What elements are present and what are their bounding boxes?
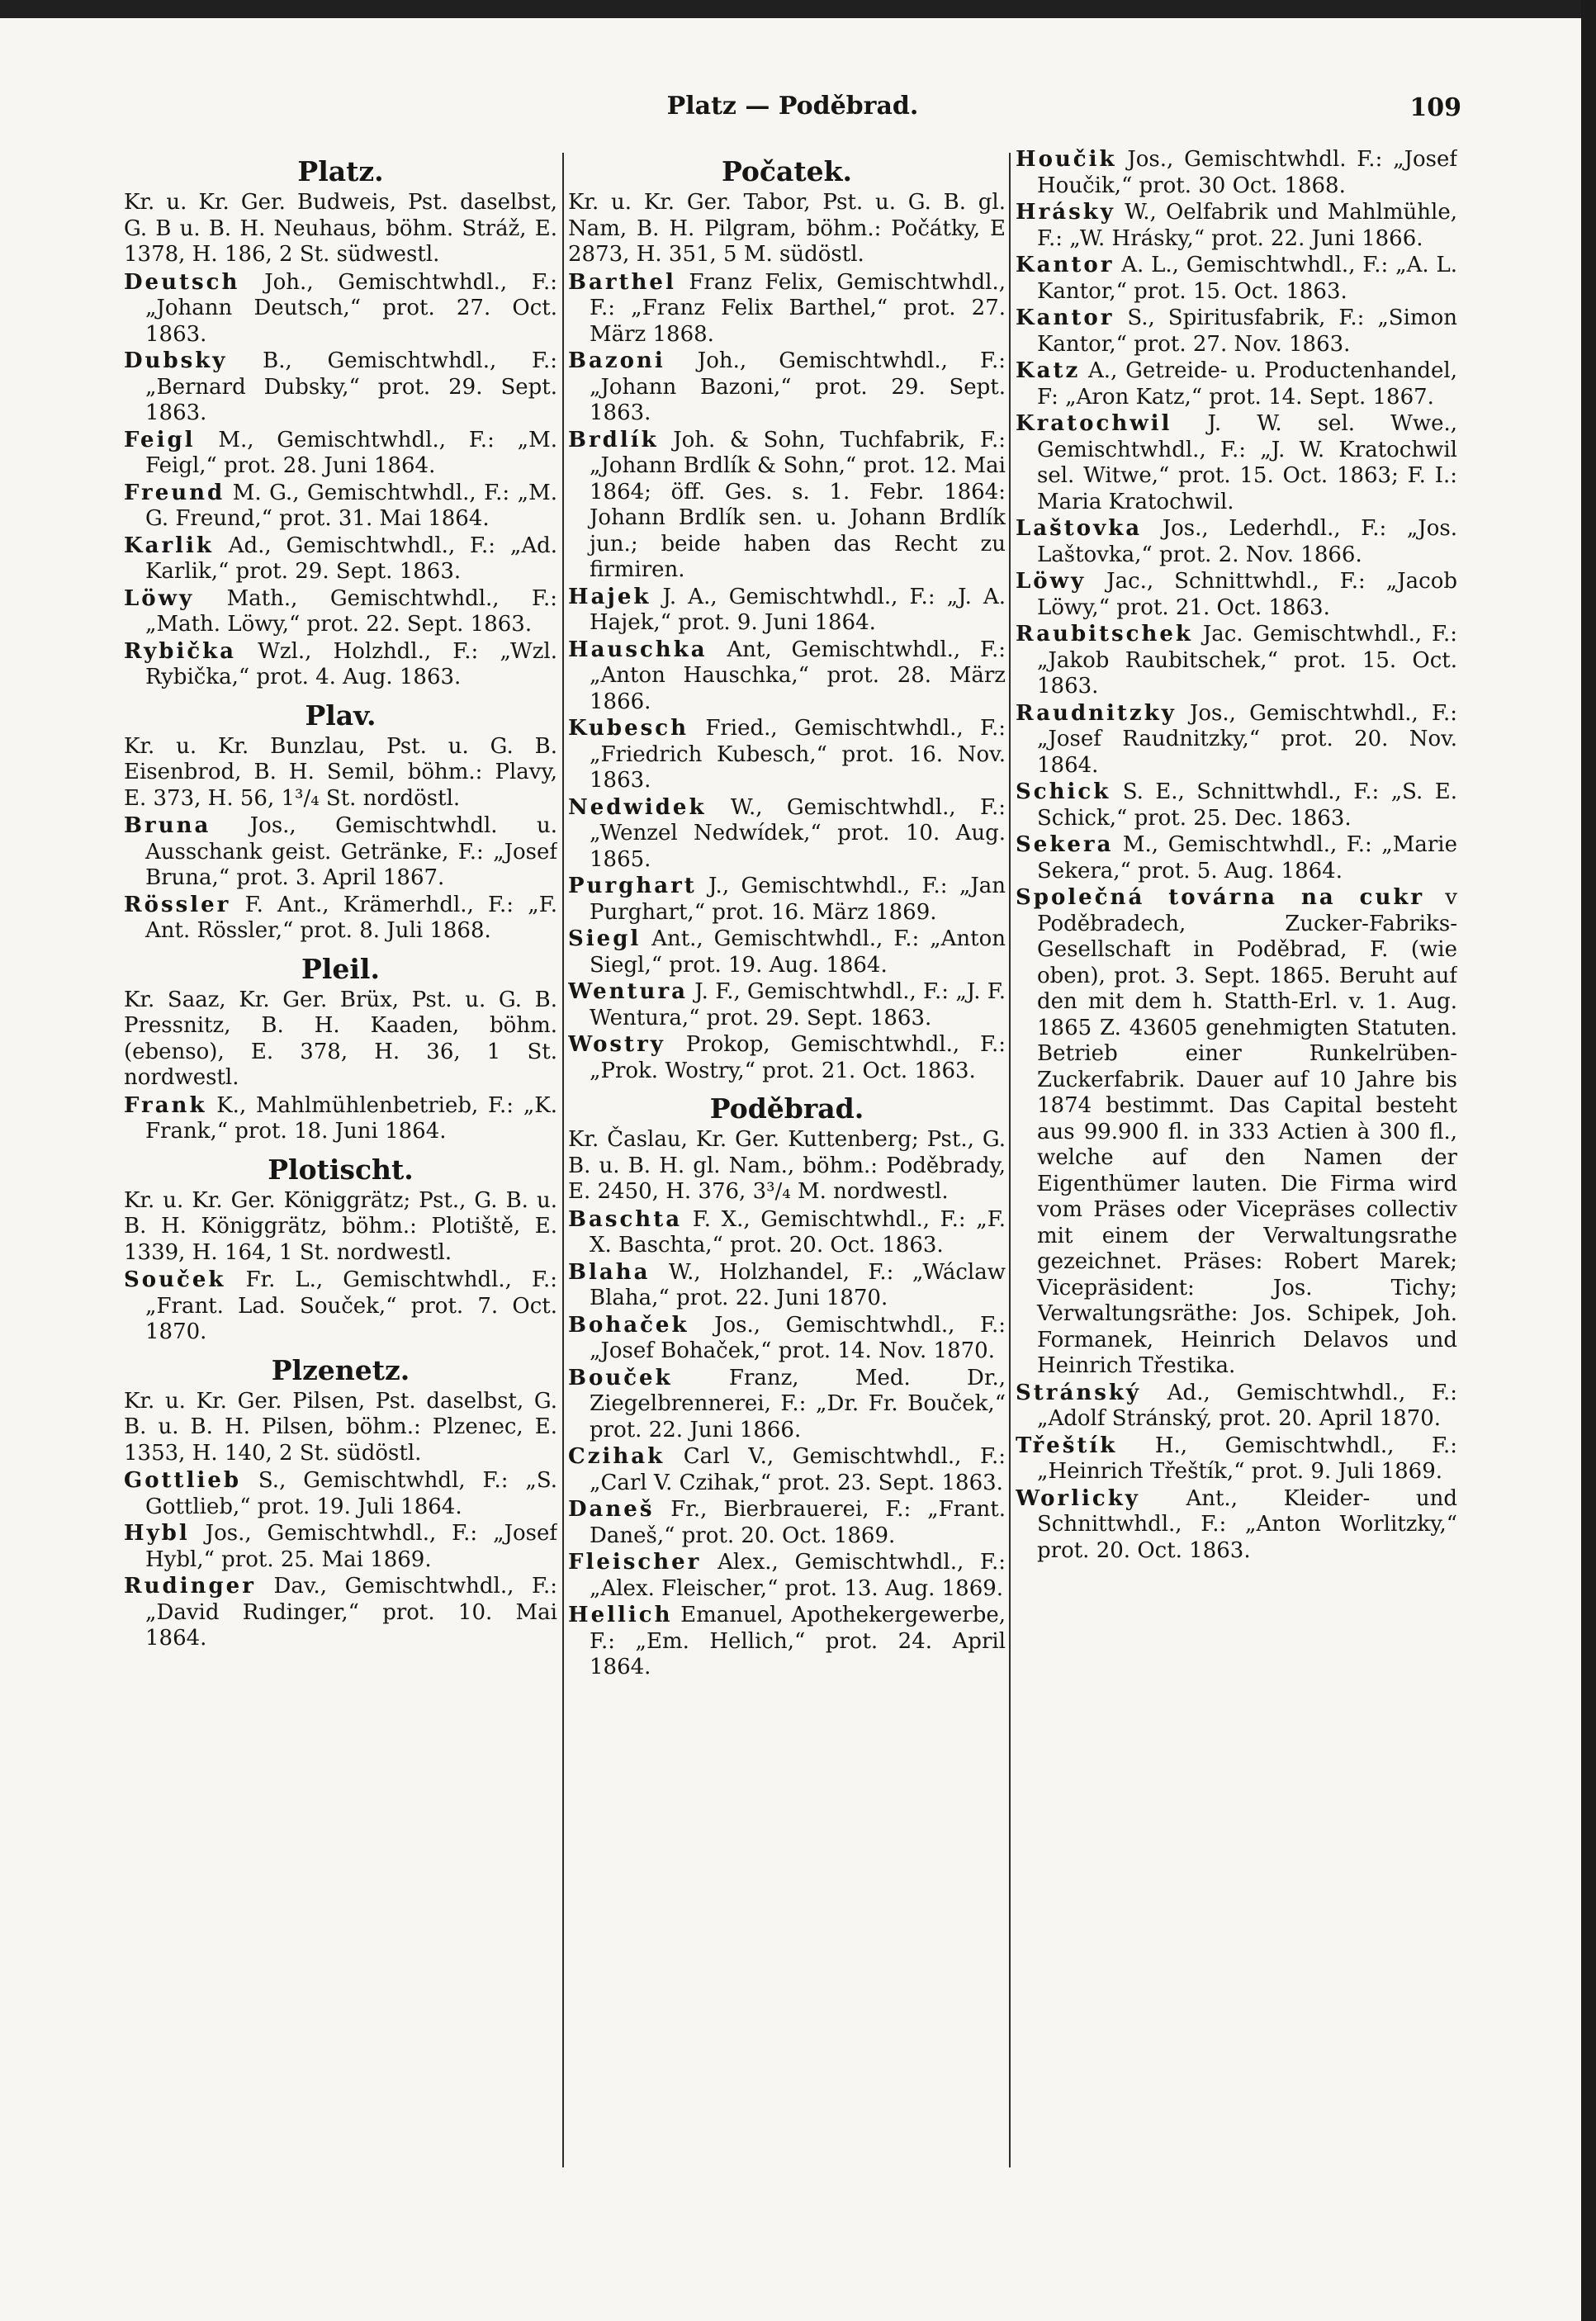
firm-name: Rybička <box>124 638 237 664</box>
place-info: Kr. u. Kr. Ger. Tabor, Pst. u. G. B. gl. Nam, B. H. Pilgram, böhm.: Počátky, E 2873, H. 351, 5 M. südöstl. <box>568 190 1006 267</box>
firm-entry <box>1016 701 1457 779</box>
firm-name: Katz <box>1016 358 1081 383</box>
firm-name: Löwy <box>1016 569 1087 594</box>
firm-entry <box>124 481 557 533</box>
firm-name: Hajek <box>568 584 651 609</box>
firm-name: Raudnitzky <box>1016 700 1177 726</box>
firm-entry <box>1016 569 1457 621</box>
firm-details: W., Oelfabrik und Mahlmühle, F.: „W. Hrásky,“ prot. 22. Juni 1866. <box>1037 200 1457 251</box>
firm-details: K., Mahlmühlenbetrieb, F.: „K. Frank,“ prot. 18. Juni 1864. <box>145 1092 557 1144</box>
firm-details: Fr., Bierbrauerei, F.: „Frant. Daneš,“ prot. 20. Oct. 1869. <box>590 1497 1006 1548</box>
scan-border-right <box>1581 0 1596 2321</box>
firm-details: W., Gemischtwhdl., F.: „Wenzel Nedwídek,“ prot. 10. Aug. 1865. <box>590 794 1006 872</box>
firm-details: J. A., Gemischtwhdl., F.: „J. A. Hajek,“ prot. 9. Juni 1864. <box>590 584 1006 635</box>
firm-name: Rössler <box>124 892 231 917</box>
firm-entry <box>1016 832 1457 884</box>
firm-name: Nedwidek <box>568 794 707 820</box>
firm-entry <box>1016 147 1457 199</box>
firm-name: Siegl <box>568 926 642 951</box>
firm-entry <box>568 795 1006 874</box>
firm-entry <box>1016 1433 1457 1485</box>
firm-name: Hybl <box>124 1521 190 1546</box>
firm-entry <box>568 585 1006 637</box>
firm-name: Sekera <box>1016 832 1114 857</box>
place-heading: Platz. <box>297 155 384 187</box>
firm-details: Ad., Gemischtwhdl., F.: „Ad. Karlik,“ prot. 29. Sept. 1863. <box>145 533 557 584</box>
firm-details: S. E., Schnittwhdl., F.: „S. E. Schick,“ prot. 25. Dec. 1863. <box>1037 779 1457 831</box>
firm-details: M., Gemischtwhdl., F.: „Marie Sekera,“ prot. 5. Aug. 1864. <box>1037 832 1457 883</box>
firm-name: Raubitschek <box>1016 622 1193 647</box>
firm-name: Kratochwil <box>1016 411 1172 436</box>
place-info: Kr. Časlau, Kr. Ger. Kuttenberg; Pst., G. B. u. B. H. gl. Nam., böhm.: Poděbrady, E. 2450, H. 376, 3³/₄ M. nordwestl. <box>568 1127 1006 1204</box>
firm-entry <box>124 813 557 892</box>
firm-details: Jos., Gemischtwhdl. F.: „Josef Houčik,“ prot. 30 Oct. 1868. <box>1037 147 1457 198</box>
firm-entry <box>1016 411 1457 515</box>
firm-name: Kantor <box>1016 253 1115 277</box>
firm-name: Kantor <box>1016 306 1115 330</box>
firm-name: Fleischer <box>568 1550 702 1575</box>
firm-entry <box>568 874 1006 926</box>
firm-details: F. Ant., Krämerhdl., F.: „F. Ant. Rössler,“ prot. 8. Juli 1868. <box>145 892 557 943</box>
firm-details: A., Getreide- u. Productenhandel, F: „Aron Katz,“ prot. 14. Sept. 1867. <box>1037 358 1457 410</box>
firm-entry <box>568 926 1006 978</box>
firm-name: Purghart <box>568 874 697 898</box>
firm-entry <box>568 1366 1006 1444</box>
firm-details: Dav., Gemischtwhdl., F.: „David Rudinger,“ prot. 10. Mai 1864. <box>145 1574 557 1651</box>
firm-details: Jos., Gemischtwhdl., F.: „Josef Hybl,“ prot. 25. Mai 1869. <box>145 1521 557 1572</box>
column-3 <box>1016 147 1457 2178</box>
firm-details: J. W. sel. Wwe., Gemischtwhdl., F.: „J. W. Kratochwil sel. Witwe,“ prot. 15. Oct. 1863; F. I.: Maria Kratochwil. <box>1037 411 1457 514</box>
firm-entry <box>124 1267 557 1346</box>
firm-name: Souček <box>124 1267 226 1292</box>
place-heading: Poděbrad. <box>709 1092 864 1125</box>
firm-name: Worlicky <box>1016 1485 1140 1511</box>
firm-name: Wentura <box>568 979 688 1004</box>
firm-details: Franz Felix, Gemischtwhdl., F.: „Franz Felix Barthel,“ prot. 27. März 1868. <box>590 269 1006 347</box>
place-info: Kr. u. Kr. Ger. Pilsen, Pst. daselbst, G. B. u. B. H. Pilsen, böhm.: Plzenec, E. 1353, H. 140, 2 St. südöstl. <box>124 1388 557 1466</box>
firm-name: Houčik <box>1016 147 1117 172</box>
firm-name: Brdlík <box>568 427 659 452</box>
firm-details: Fr. L., Gemischtwhdl., F.: „Frant. Lad. Souček,“ prot. 7. Oct. 1870. <box>145 1267 557 1344</box>
firm-entry <box>124 270 557 348</box>
firm-entry <box>124 639 557 691</box>
firm-details: Carl V., Gemischtwhdl., F.: „Carl V. Czihak,“ prot. 23. Sept. 1863. <box>590 1444 1006 1495</box>
firm-details: B., Gemischtwhdl., F.: „Bernard Dubsky,“ prot. 29. Sept. 1863. <box>145 348 557 425</box>
firm-entry <box>1016 200 1457 252</box>
firm-details: Joh., Gemischtwhdl., F.: „Johann Bazoni,“ prot. 29. Sept. 1863. <box>590 348 1006 425</box>
firm-entry <box>1016 1381 1457 1433</box>
firm-details: Franz, Med. Dr., Ziegelbrennerei, F.: „Dr. Fr. Bouček,“ prot. 22. Juni 1866. <box>590 1365 1006 1442</box>
firm-entry <box>124 428 557 480</box>
firm-entry <box>124 893 557 945</box>
firm-name: Daneš <box>568 1497 655 1522</box>
firm-details: Jac., Schnittwhdl., F.: „Jacob Löwy,“ prot. 21. Oct. 1863. <box>1037 569 1457 620</box>
firm-entry <box>568 270 1006 348</box>
firm-details: Prokop, Gemischtwhdl., F.: „Prok. Wostry,“ prot. 21. Oct. 1863. <box>590 1032 1006 1083</box>
firm-name: Gottlieb <box>124 1468 242 1493</box>
firm-details: J. F., Gemischtwhdl., F.: „J. F. Wentura,“ prot. 29. Sept. 1863. <box>590 979 1006 1030</box>
firm-name: Freund <box>124 480 225 505</box>
firm-entry <box>568 1260 1006 1312</box>
firm-details: Jos., Lederhdl., F.: „Jos. Laštovka,“ prot. 2. Nov. 1866. <box>1037 516 1457 567</box>
firm-entry <box>1016 779 1457 831</box>
firm-name: Bazoni <box>568 348 665 373</box>
firm-name: Karlik <box>124 533 214 558</box>
firm-name: Feigl <box>124 427 196 452</box>
column-rule <box>1009 153 1011 2167</box>
firm-details: J., Gemischtwhdl., F.: „Jan Purghart,“ prot. 16. März 1869. <box>590 874 1006 925</box>
place-heading: Plzenetz. <box>271 1353 410 1386</box>
firm-name: Bohaček <box>568 1312 689 1338</box>
firm-name: Wostry <box>568 1032 665 1057</box>
column-2 <box>568 147 1006 2178</box>
firm-name: Blaha <box>568 1259 651 1285</box>
firm-entry <box>124 533 557 585</box>
firm-entry <box>568 637 1006 716</box>
column-rule <box>562 153 564 2167</box>
firm-entry <box>568 1603 1006 1681</box>
firm-details: Joh. & Sohn, Tuchfabrik, F.: „Johann Brdlík & Sohn,“ prot. 12. Mai 1864; öff. Ges. s. 1. Febr. 1864: Johann Brdlík sen. u. Johann Brdlík jun.; beide haben das Recht zu firmiren. <box>590 427 1006 582</box>
firm-name: Hrásky <box>1016 200 1115 225</box>
firm-entry <box>124 1093 557 1145</box>
column-1 <box>124 147 557 2178</box>
firm-entry <box>124 1468 557 1520</box>
firm-entry <box>568 979 1006 1031</box>
firm-details: Wzl., Holzhdl., F.: „Wzl. Rybička,“ prot. 4. Aug. 1863. <box>145 638 557 689</box>
firm-name: Společná továrna na cukr <box>1016 885 1425 910</box>
firm-details: Emanuel, Apothekergewerbe, F.: „Em. Hellich,“ prot. 24. April 1864. <box>590 1603 1006 1679</box>
place-info: Kr. u. Kr. Ger. Königgrätz; Pst., G. B. u. B. H. Königgrätz, böhm.: Plotiště, E. 1339, H. 164, 1 St. nordwestl. <box>124 1187 557 1265</box>
firm-entry <box>568 428 1006 584</box>
place-heading: Plav. <box>305 699 377 732</box>
firm-entry <box>568 348 1006 427</box>
firm-details: W., Holzhandel, F.: „Wáclaw Blaha,“ prot. 22. Juni 1870. <box>590 1259 1006 1310</box>
header-title: Platz — Poděbrad. <box>666 92 919 121</box>
firm-entry <box>124 1574 557 1652</box>
firm-entry <box>568 1497 1006 1549</box>
firm-details: H., Gemischtwhdl., F.: „Heinrich Třeštík,“ prot. 9. Juli 1869. <box>1037 1433 1457 1484</box>
firm-entry <box>568 1444 1006 1496</box>
firm-name: Laštovka <box>1016 516 1143 541</box>
firm-name: Rudinger <box>124 1574 256 1599</box>
firm-entry <box>1016 1486 1457 1565</box>
firm-details: Joh., Gemischtwhdl., F.: „Johann Deutsch,“ prot. 27. Oct. 1863. <box>145 269 557 347</box>
firm-name: Schick <box>1016 779 1111 804</box>
firm-details: Ad., Gemischtwhdl., F.: „Adolf Stránský, prot. 20. April 1870. <box>1037 1380 1457 1431</box>
firm-entry <box>124 1521 557 1573</box>
firm-details: Jos., Gemischtwhdl., F.: „Josef Raudnitzky,“ prot. 20. Nov. 1864. <box>1037 700 1457 778</box>
firm-entry <box>568 716 1006 794</box>
scan-border-top <box>0 0 1596 18</box>
running-header <box>124 87 1461 128</box>
firm-details: Jos., Gemischtwhdl. u. Ausschank geist. Getränke, F.: „Josef Bruna,“ prot. 3. April 1867. <box>145 813 557 890</box>
firm-details: S., Gemischtwhdl, F.: „S. Gottlieb,“ prot. 19. Juli 1864. <box>145 1468 557 1519</box>
place-heading: Pleil. <box>301 952 380 985</box>
firm-entry <box>568 1313 1006 1365</box>
firm-name: Czihak <box>568 1444 665 1469</box>
firm-entry <box>568 1207 1006 1259</box>
firm-name: Bruna <box>124 813 211 838</box>
firm-name: Třeštík <box>1016 1433 1118 1458</box>
firm-name: Barthel <box>568 269 676 295</box>
firm-entry <box>1016 253 1457 305</box>
firm-entry <box>124 348 557 427</box>
firm-entry <box>1016 516 1457 568</box>
firm-details: Fried., Gemischtwhdl., F.: „Friedrich Kubesch,“ prot. 16. Nov. 1863. <box>590 716 1006 793</box>
firm-name: Bouček <box>568 1365 673 1390</box>
firm-name: Stránský <box>1016 1380 1141 1405</box>
firm-name: Löwy <box>124 585 195 611</box>
firm-name: Hellich <box>568 1603 673 1627</box>
firm-details: Math., Gemischtwhdl., F.: „Math. Löwy,“ prot. 22. Sept. 1863. <box>145 585 557 637</box>
firm-name: Hauschka <box>568 637 708 662</box>
firm-entry <box>124 586 557 638</box>
firm-name: Frank <box>124 1092 207 1118</box>
place-info: Kr. u. Kr. Bunzlau, Pst. u. G. B. Eisenbrod, B. H. Semil, böhm.: Plavy, E. 373, H. 56, 1³/₄ St. nordöstl. <box>124 733 557 811</box>
firm-entry <box>1016 885 1457 1380</box>
firm-details: F. X., Gemischtwhdl., F.: „F. X. Baschta,“ prot. 20. Oct. 1863. <box>590 1206 1006 1258</box>
place-info: Kr. u. Kr. Ger. Budweis, Pst. daselbst, G. B u. B. H. Neuhaus, böhm. Stráž, E. 1378, H. 186, 2 St. südwestl. <box>124 190 557 267</box>
place-info: Kr. Saaz, Kr. Ger. Brüx, Pst. u. G. B. Pressnitz, B. H. Kaaden, böhm. (ebenso), E. 378, H. 36, 1 St. nordwestl. <box>124 987 557 1090</box>
firm-name: Dubsky <box>124 348 228 373</box>
firm-details: Jos., Gemischtwhdl., F.: „Josef Bohaček,“ prot. 14. Nov. 1870. <box>590 1312 1006 1363</box>
firm-details: M. G., Gemischtwhdl., F.: „M. G. Freund,“ prot. 31. Mai 1864. <box>145 480 557 531</box>
place-heading: Plotischt. <box>268 1153 414 1186</box>
place-heading: Počatek. <box>721 155 852 187</box>
firm-details: v Poděbradech, Zucker-Fabriks-Gesellschaft in Poděbrad, F. (wie oben), prot. 3. Sept. 1865. Beruht auf den mit dem h. Statth-Erl. v. 1. Aug. 1865 Z. 43605 genehmigten Statuten. Betrieb einer Runkelrüben-Zuckerfabrik. Dauer auf 10 Jahre bis 1874 bestimmt. Das Capital besteht aus 99.900 fl. in 333 Actien à 300 fl., welche auf den Namen der Eigenthümer lauten. Die Firma wird vom Präses oder Vicepräses collectiv mit einem der Verwaltungsrathe gezeichnet. Präses: Robert Marek; Vicepräsident: Jos. Tichy; Verwaltungsräthe: Jos. Schipek, Joh. Formanek, Heinrich Delavos und Heinrich Třestika. <box>1037 885 1457 1378</box>
page-number: 109 <box>1409 93 1461 122</box>
firm-entry <box>568 1032 1006 1084</box>
firm-entry <box>568 1550 1006 1602</box>
firm-name: Deutsch <box>124 269 240 295</box>
firm-details: M., Gemischtwhdl., F.: „M. Feigl,“ prot. 28. Juni 1864. <box>145 427 557 478</box>
firm-details: Ant., Kleider- und Schnittwhdl., F.: „Anton Worlitzky,“ prot. 20. Oct. 1863. <box>1037 1485 1457 1563</box>
firm-name: Kubesch <box>568 716 689 741</box>
firm-entry <box>1016 306 1457 358</box>
firm-details: A. L., Gemischtwhdl., F.: „A. L. Kantor,“ prot. 15. Oct. 1863. <box>1037 253 1457 304</box>
firm-details: Ant, Gemischtwhdl., F.: „Anton Hauschka,“ prot. 28. März 1866. <box>590 637 1006 714</box>
firm-entry <box>1016 622 1457 700</box>
firm-entry <box>1016 358 1457 410</box>
firm-details: Alex., Gemischtwhdl., F.: „Alex. Fleischer,“ prot. 13. Aug. 1869. <box>590 1550 1006 1601</box>
firm-details: Jac. Gemischtwhdl., F.: „Jakob Raubitschek,“ prot. 15. Oct. 1863. <box>1037 622 1457 699</box>
firm-details: S., Spiritusfabrik, F.: „Simon Kantor,“ prot. 27. Nov. 1863. <box>1037 306 1457 357</box>
firm-details: Ant., Gemischtwhdl., F.: „Anton Siegl,“ prot. 19. Aug. 1864. <box>590 926 1006 978</box>
firm-name: Baschta <box>568 1206 683 1232</box>
